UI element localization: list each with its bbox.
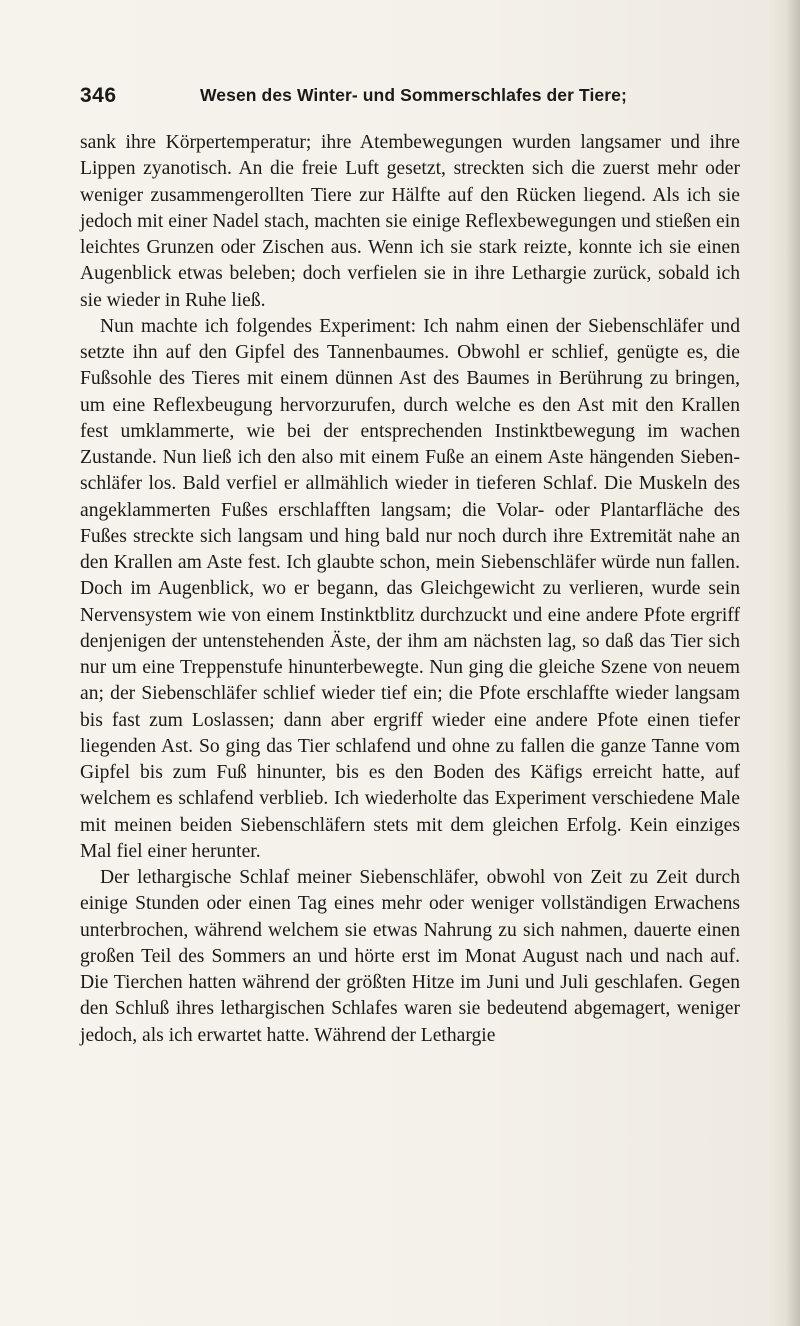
- paragraph-continuation: sank ihre Körpertemperatur; ihre Atembewegungen wurden langsamer und ihre Lippen zyanotisch. An die freie Luft gesetzt, streckten sich die zuerst mehr oder weniger zusammengerollten Tiere zur Hälfte auf den Rücken liegend. Als ich sie jedoch mit einer Nadel stach, machten sie einige Reflexbewegungen und stießen ein leichtes Grunzen oder Zischen aus. Wenn ich sie stark reizte, konnte ich sie einen Augenblick etwas beleben; doch verfielen sie in ihre Lethargie zurück, sobald ich sie wieder in Ruhe ließ.: [80, 132, 740, 311]
- body-text: [80, 130, 740, 1049]
- page-edge-shadow: [786, 0, 800, 1326]
- page-header: [80, 84, 740, 116]
- paragraph-experiment: Nun machte ich folgendes Experiment: Ich nahm einen der Siebenschläfer und setzte ihn auf den Gipfel des Tannenbaumes. Obwohl er schlief, genügte es, die Fußsohle des Tieres mit einem dünnen Ast des Baumes in Berührung zu bringen, um eine Reflexbeugung hervorzurufen, durch welche es den Ast mit den Krallen fest umklammerte, wie bei der entsprechenden Instinktbewegung im wachen Zustande. Nun ließ ich den also mit einem Fuße an einem Aste hängenden Siebenschläfer los. Bald verfiel er allmählich wieder in tieferen Schlaf. Die Muskeln des angeklammerten Fußes erschlafften langsam; die Volar- oder Plantarfläche des Fußes streckte sich langsam und hing bald nur noch durch ihre Extremität nahe an den Krallen am Aste fest. Ich glaubte schon, mein Siebenschläfer würde nun fallen. Doch im Augenblick, wo er begann, das Gleichgewicht zu verlieren, wurde sein Nervensystem wie von einem Instinktblitz durchzuckt und eine andere Pfote ergriff denjenigen der untenstehenden Äste, der ihm am nächsten lag, so daß das Tier sich nur um eine Treppenstufe hinunterbewegte. Nun ging die gleiche Szene von neuem an; der Siebenschläfer schlief wieder tief ein; die Pfote erschlaffte wieder langsam bis fast zum Loslassen; dann aber ergriff wieder eine andere Pfote einen tiefer liegenden Ast. So ging das Tier schlafend und ohne zu fallen die ganze Tanne vom Gipfel bis zum Fuß hinunter, bis es den Boden des Käfigs erreicht hatte, auf welchem es schlafend verblieb. Ich wiederholte das Experiment verschiedene Male mit meinen beiden Siebenschläfern stets mit dem gleichen Erfolg. Kein einziges Mal fiel einer herunter.: [80, 315, 740, 862]
- paragraph-lethargic-sleep: Der lethargische Schlaf meiner Siebenschläfer, obwohl von Zeit zu Zeit durch einige Stunden oder einen Tag eines mehr oder weniger vollständigen Erwachens unterbrochen, während welchem sie etwas Nahrung zu sich nahmen, dauerte einen großen Teil des Sommers an und hörte erst im Monat August nach und nach auf. Die Tierchen hatten während der größten Hitze im Juni und Juli geschlafen. Gegen den Schluß ihres lethargischen Schlafes waren sie bedeutend abgemagert, weniger jedoch, als ich erwartet hatte. Während der Lethargie: [80, 867, 740, 1046]
- page-number: 346: [80, 84, 117, 107]
- running-head: Wesen des Winter- und Sommerschlafes der Tiere;: [200, 85, 627, 105]
